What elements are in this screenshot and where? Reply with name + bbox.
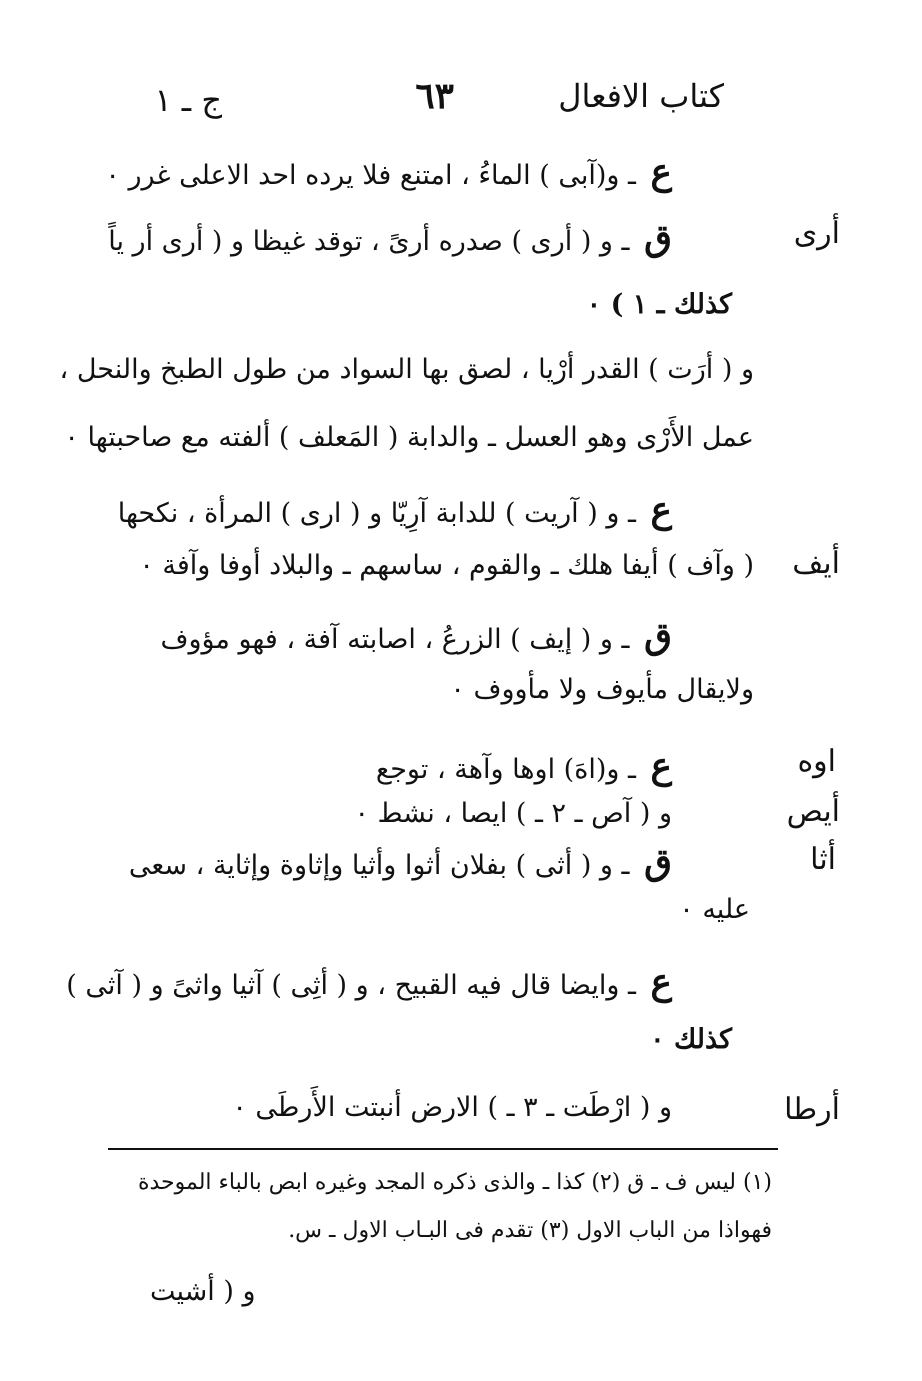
margin-headword: أثا <box>810 842 836 877</box>
source-marker: ق <box>644 217 672 259</box>
text-line: و ( ارْطَت ـ ٣ ـ ) الارض أنبتت الأَرطَى ٠ <box>232 1092 672 1123</box>
text-line: ع ـ و(اهَ) اوها وآهة ، توجع <box>375 745 672 787</box>
text-line: ق ـ و ( أثى ) بفلان أثوا وأثيا وإثاوة وإثاية ، سعى <box>128 841 672 883</box>
text-line: و ( أرَت ) القدر أرْيا ، لصق بها السواد من طول الطبخ والنحل ، <box>59 354 754 385</box>
book-title: كتاب الافعال <box>558 77 724 115</box>
text-line: و ( آص ـ ٢ ـ ) ايصا ، نشط ٠ <box>354 798 672 829</box>
text-line: ع ـ و ( آريت ) للدابة آرِيّا و ( ارى ) المرأة ، نكحها <box>117 489 672 531</box>
source-marker: ع <box>650 961 672 1003</box>
text-line: كذلك ٠ <box>650 1024 732 1055</box>
source-marker: ع <box>650 151 672 193</box>
margin-headword: أرطا <box>784 1092 840 1127</box>
volume-indicator: ج ـ ١ <box>154 81 222 119</box>
margin-headword: اوه <box>797 744 836 779</box>
text-line: ق ـ و ( إيف ) الزرعُ ، اصابته آفة ، فهو مؤوف <box>160 615 672 657</box>
source-marker: ق <box>644 841 672 883</box>
text-line: ق ـ و ( أرى ) صدره أرىً ، توقد غيظا و ( أرى أر ياً <box>108 217 672 259</box>
margin-headword: أرى <box>793 216 840 251</box>
catchword: و ( أشيت <box>150 1276 256 1307</box>
text-line: ع ـ وايضا قال فيه القبيح ، و ( أثِى ) آثيا واثىً و ( آثى ) <box>66 961 672 1003</box>
margin-headword: أيص <box>786 794 840 829</box>
footnote-divider <box>108 1148 778 1150</box>
text-line: عمل الأَرْى وهو العسل ـ والدابة ( المَعلف ) ألفته مع صاحبتها ٠ <box>64 422 754 453</box>
text-line: كذلك ـ ١ ) ٠ <box>586 289 732 320</box>
footnote-line: فهواذا من الباب الاول (٣) تقدم فى البـاب الاول ـ س. <box>288 1218 772 1243</box>
text-line: ع ـ و(آبى ) الماءُ ، امتنع فلا يرده احد الاعلى غرر ٠ <box>105 151 672 193</box>
text-line: ( وآف ) أيفا هلك ـ والقوم ، ساسهم ـ والبلاد أوفا وآفة ٠ <box>139 550 754 581</box>
text-line: ولايقال مأيوف ولا مأووف ٠ <box>450 674 754 705</box>
source-marker: ق <box>644 615 672 657</box>
page-number: ٦٣ <box>415 75 454 117</box>
footnote-line: (١) ليس ف ـ ق (٢) كذا ـ والذى ذكره المجد وغيره ابص بالباء الموحدة <box>137 1170 772 1195</box>
margin-headword: أيف <box>792 546 840 581</box>
text-line: عليه ٠ <box>679 894 750 925</box>
source-marker: ع <box>650 745 672 787</box>
source-marker: ع <box>650 489 672 531</box>
